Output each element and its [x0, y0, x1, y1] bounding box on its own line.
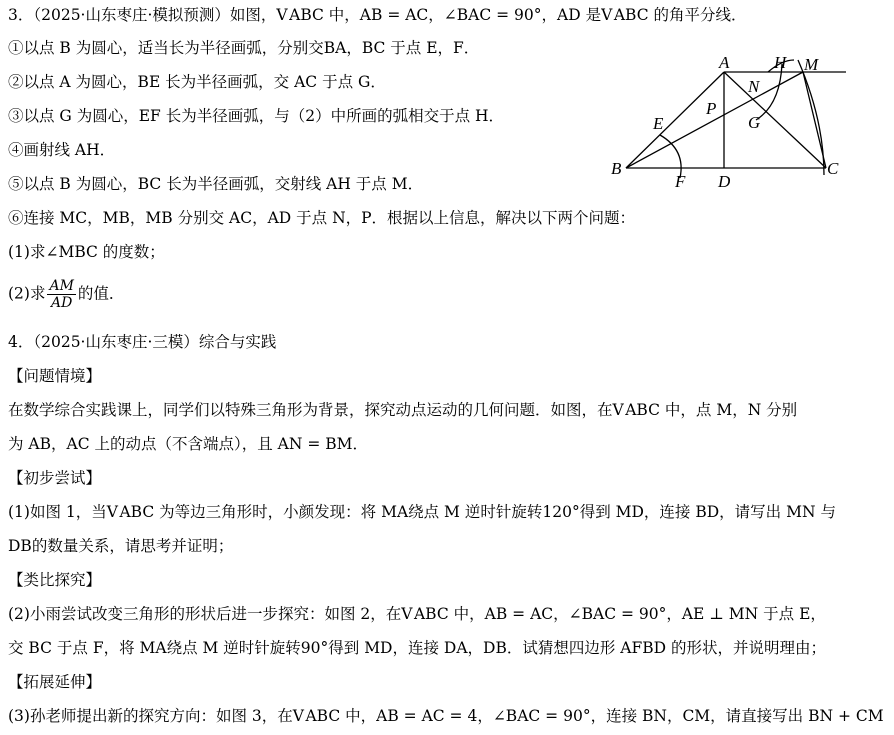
- q3-step-3: ③以点 G 为圆心，EF 长为半径画弧，与（2）中所画的弧相交于点 H．: [8, 107, 505, 125]
- fraction-denominator: AD: [51, 295, 73, 311]
- q3-step-4: ④画射线 AH．: [8, 141, 116, 159]
- geometry-figure: [606, 50, 854, 198]
- q3-step-5: ⑤以点 B 为圆心，BC 长为半径画弧，交射线 AH 于点 M．: [8, 175, 424, 193]
- q4-part2-line-1: (2)小雨尝试改变三角形的形状后进一步探究：如图 2，在V ABC 中，AB = AC，∠BAC = 90°，AE ⊥ MN 于点 E，: [8, 605, 826, 623]
- fraction-numerator: AM: [49, 278, 74, 294]
- q4-part1-line-1: (1)如图 1，当V ABC 为等边三角形时，小颜发现：将 MA绕点 M 逆时针旋转120°得到 MD，连接 BD，请写出 MN 与: [8, 503, 836, 521]
- q3-step-6: ⑥连接 MC，MB，MB 分别交 AC，AD 于点 N，P．根据以上信息，解决以下两个问题：: [8, 209, 636, 227]
- label-p: P: [706, 99, 717, 118]
- label-d: D: [718, 172, 731, 191]
- q3-sub2-prefix: (2)求: [8, 284, 46, 303]
- q3-sub2-suffix: 的值．: [77, 284, 125, 303]
- label-c: C: [827, 159, 839, 178]
- q4-intro-line-2: 为 AB，AC 上的动点（不含端点），且 AN = BM．: [8, 435, 369, 453]
- q4-section-analogy: 【类比探究】: [8, 571, 102, 589]
- q3-step-1: ①以点 B 为圆心，适当长为半径画弧，分别交BA，BC 于点 E，F．: [8, 39, 480, 57]
- q4-header: 4．（2025·山东枣庄·三模）综合与实践: [8, 333, 277, 351]
- label-h: H: [774, 53, 787, 72]
- label-n: N: [748, 77, 760, 96]
- label-b: B: [611, 159, 622, 178]
- q3-subquestion-2: [8, 278, 124, 311]
- q4-section-extension: 【拓展延伸】: [8, 673, 102, 691]
- q4-intro-line-1: 在数学综合实践课上，同学们以特殊三角形为背景，探究动点运动的几何问题．如图，在V ABC 中，点 M，N 分别: [8, 401, 798, 419]
- label-a: A: [719, 53, 730, 72]
- q3-subquestion-1: (1)求∠MBC 的度数；: [8, 243, 165, 261]
- q4-part1-line-2: DB的数量关系，请思考并证明；: [8, 537, 234, 555]
- q3-header: 3．（2025·山东枣庄·模拟预测）如图，V ABC 中，AB = AC，∠BAC = 90°，AD 是V ABC 的角平分线．: [8, 6, 747, 24]
- fraction-am-over-ad: [47, 278, 75, 311]
- q4-part3-line-1: (3)孙老师提出新的探究方向：如图 3，在V ABC 中，AB = AC = 4，∠BAC = 90°，连接 BN，CM，请直接写出 BN + CM: [8, 707, 884, 725]
- segment-ab: [626, 72, 724, 168]
- label-e: E: [653, 114, 664, 133]
- label-m: M: [804, 55, 819, 74]
- segment-ac: [724, 72, 826, 168]
- q3-step-2: ②以点 A 为圆心，BE 长为半径画弧，交 AC 于点 G．: [8, 73, 386, 91]
- label-f: F: [675, 172, 686, 191]
- q4-section-problem: 【问题情境】: [8, 367, 102, 385]
- q4-section-initial: 【初步尝试】: [8, 469, 102, 487]
- arc-bc: [798, 60, 824, 175]
- q4-part2-line-2: 交 BC 于点 F，将 MA绕点 M 逆时针旋转90°得到 MD，连接 DA，DB．试猜想四边形 AFBD 的形状，并说明理由；: [8, 639, 826, 657]
- label-g: G: [748, 113, 761, 132]
